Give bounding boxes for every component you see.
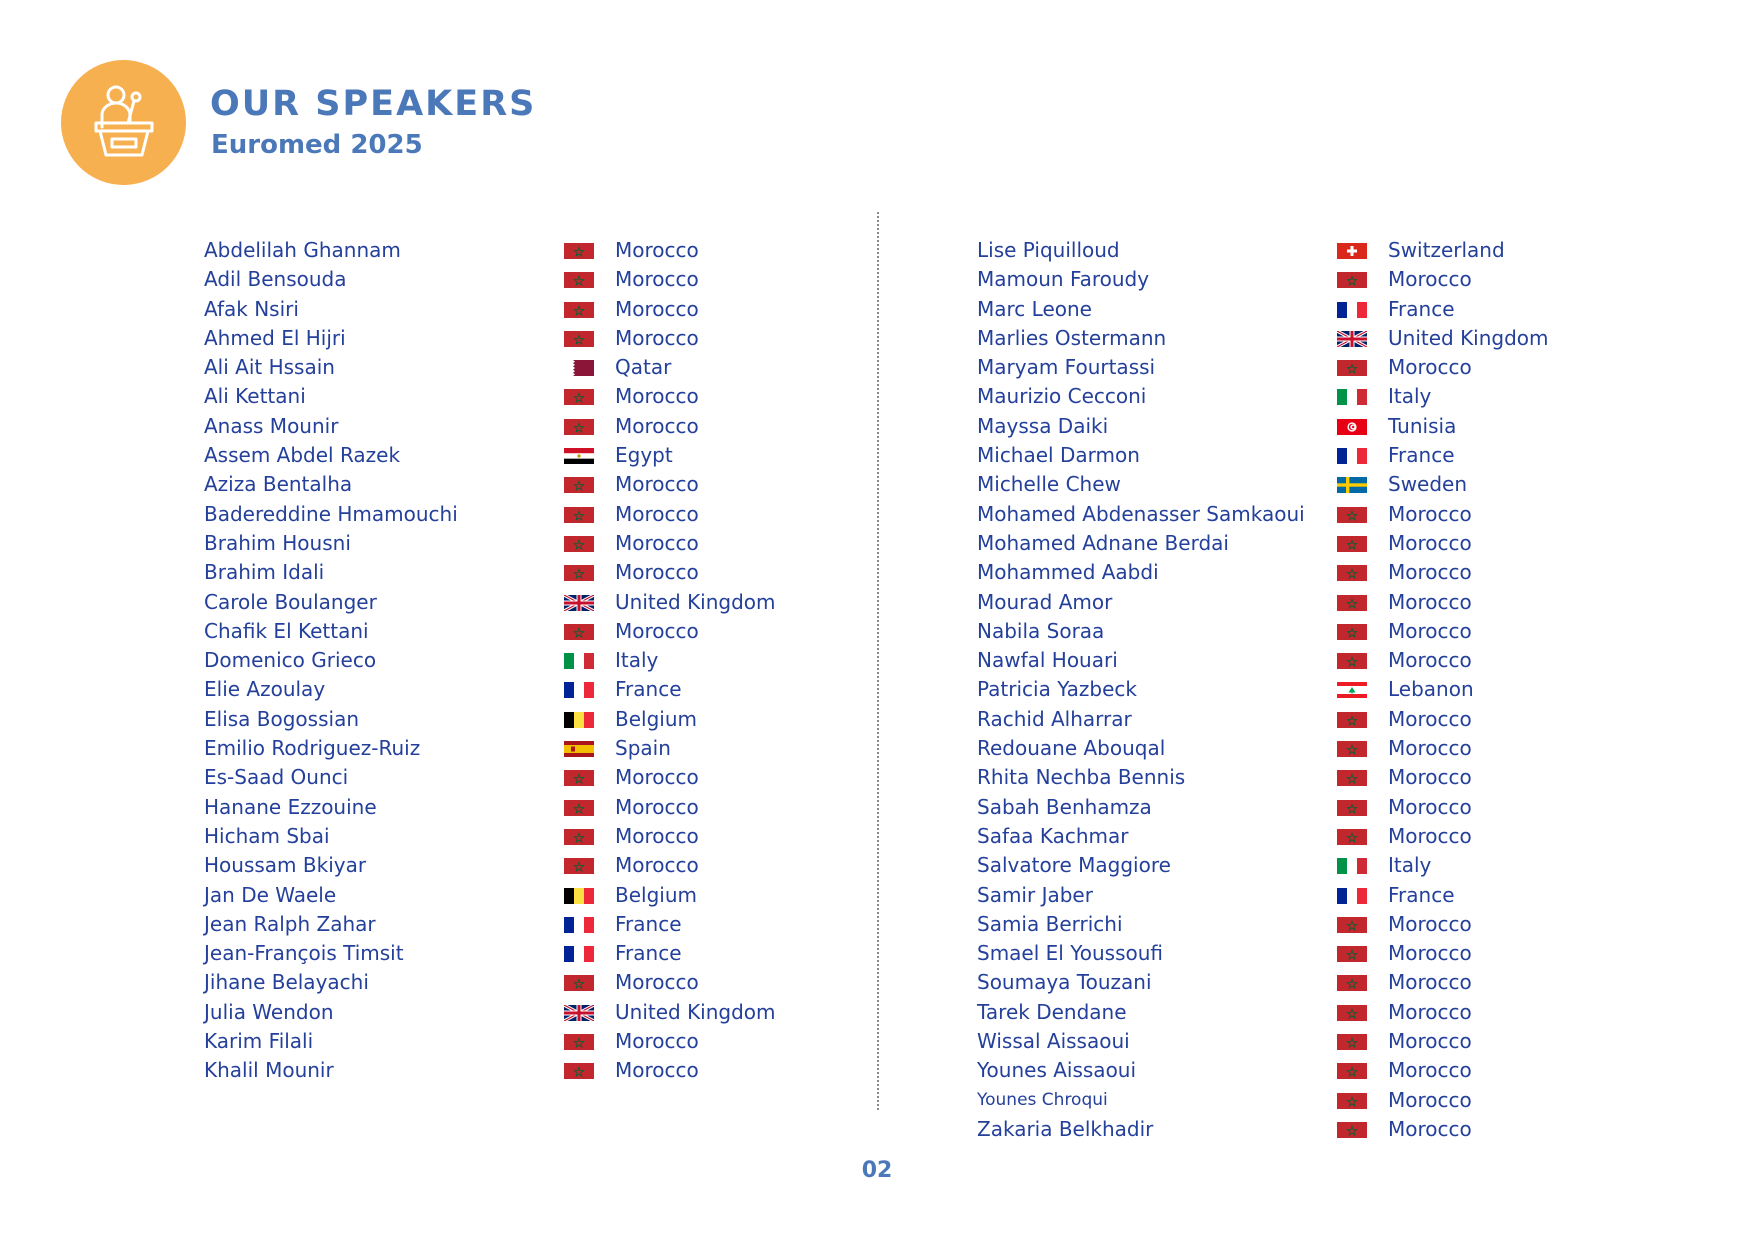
flag-fr-icon [564,682,594,698]
speaker-country: Morocco [1388,560,1472,585]
flag-lb-icon [1337,682,1367,698]
flag-it-icon [1337,858,1367,874]
flag-eg-icon [564,448,594,464]
speaker-name: Younes Chroqui [977,1089,1108,1110]
speaker-name: Mourad Amor [977,589,1113,614]
flag-fr-icon [1337,888,1367,904]
speaker-country: Morocco [615,560,699,585]
speaker-name: Sabah Benhamza [977,794,1152,819]
speaker-name: Tarek Dendane [977,999,1127,1024]
speaker-country: Morocco [1388,501,1472,526]
speaker-country: Morocco [1388,794,1472,819]
speaker-country: Morocco [615,1029,699,1054]
speaker-country: Italy [1388,384,1432,409]
speaker-name: Khalil Mounir [204,1058,334,1083]
speaker-name: Nawfal Houari [977,648,1118,673]
speaker-country: Morocco [1388,999,1472,1024]
speaker-name: Adil Bensouda [204,267,347,292]
speaker-name: Mamoun Faroudy [977,267,1150,292]
speaker-name: Patricia Yazbeck [977,677,1137,702]
speaker-country: Morocco [1388,1116,1472,1141]
speaker-country: Morocco [1388,648,1472,673]
speaker-country: Morocco [1388,911,1472,936]
speaker-name: Ali Ait Hssain [204,355,335,380]
flag-ma-icon [564,858,594,874]
speaker-name: Michael Darmon [977,443,1140,468]
speaker-name: Samia Berrichi [977,911,1123,936]
speaker-country: Morocco [1388,706,1472,731]
speaker-name: Elie Azoulay [204,677,326,702]
speaker-country: Morocco [1388,589,1472,614]
speaker-country: Morocco [1388,736,1472,761]
speaker-name: Marc Leone [977,296,1092,321]
speaker-name: Mohamed Abdenasser Samkaoui [977,501,1305,526]
speaker-country: France [1388,296,1455,321]
flag-be-icon [564,888,594,904]
speaker-country: Morocco [1388,618,1472,643]
flag-ma-icon [1337,595,1367,611]
speaker-name: Elisa Bogossian [204,706,359,731]
speaker-country: Morocco [615,267,699,292]
speaker-country: Egypt [615,443,673,468]
speaker-name: Badereddine Hmamouchi [204,501,458,526]
speaker-name: Carole Boulanger [204,589,377,614]
page-subtitle: Euromed 2025 [211,130,423,160]
speaker-country: United Kingdom [615,589,776,614]
speaker-name: Mohammed Aabdi [977,560,1159,585]
speaker-country: Morocco [615,823,699,848]
speaker-name: Anass Mounir [204,413,339,438]
speaker-badge [61,60,186,185]
speaker-country: Morocco [1388,970,1472,995]
flag-qa-icon [564,360,594,376]
flag-it-icon [1337,389,1367,405]
speaker-name: Karim Filali [204,1029,314,1054]
speaker-country: Belgium [615,706,697,731]
speaker-country: Morocco [615,853,699,878]
speaker-country: Morocco [615,618,699,643]
speaker-name: Domenico Grieco [204,648,377,673]
speaker-name: Maurizio Cecconi [977,384,1147,409]
flag-fr-icon [564,946,594,962]
speaker-country: Italy [1388,853,1432,878]
flag-ma-icon [564,419,594,435]
speaker-country: Morocco [615,501,699,526]
speaker-country: Morocco [615,325,699,350]
speaker-country: France [615,677,682,702]
flag-fr-icon [1337,302,1367,318]
speaker-name: Mayssa Daiki [977,413,1109,438]
flag-ma-icon [564,389,594,405]
flag-ch-icon [1337,243,1367,259]
speaker-country: Morocco [1388,1087,1472,1112]
flag-ma-icon [564,565,594,581]
speaker-name: Houssam Bkiyar [204,853,367,878]
speaker-country: United Kingdom [615,999,776,1024]
speaker-country: Morocco [615,1058,699,1083]
flag-fr-icon [564,917,594,933]
speaker-name: Emilio Rodriguez-Ruiz [204,736,421,761]
speaker-country: Spain [615,736,671,761]
speaker-country: Morocco [615,794,699,819]
flag-ma-icon [564,507,594,523]
speaker-country: Morocco [615,765,699,790]
flag-ma-icon [1337,741,1367,757]
speaker-name: Abdelilah Ghannam [204,238,401,262]
speaker-country: France [615,941,682,966]
flag-ma-icon [564,302,594,318]
speaker-name: Rhita Nechba Bennis [977,765,1186,790]
speaker-name: Jean-François Timsit [204,941,404,966]
flag-ma-icon [1337,946,1367,962]
speaker-name: Rachid Alharrar [977,706,1132,731]
speaker-country: Morocco [615,384,699,409]
speaker-name: Maryam Fourtassi [977,355,1156,380]
flag-gb-icon [564,1005,594,1021]
flag-ma-icon [564,800,594,816]
flag-ma-icon [1337,975,1367,991]
flag-ma-icon [1337,1122,1367,1138]
speaker-country: Morocco [1388,941,1472,966]
speaker-name: Hicham Sbai [204,823,330,848]
flag-ma-icon [564,975,594,991]
flag-ma-icon [564,1034,594,1050]
flag-ma-icon [1337,1005,1367,1021]
flag-ma-icon [1337,272,1367,288]
speaker-country: Morocco [1388,267,1472,292]
speaker-name: Hanane Ezzouine [204,794,377,819]
speaker-country: France [615,911,682,936]
flag-ma-icon [1337,1034,1367,1050]
speaker-country: Lebanon [1388,677,1474,702]
speaker-name: Jihane Belayachi [204,970,369,995]
flag-se-icon [1337,477,1367,493]
speaker-name: Brahim Housni [204,530,351,555]
speaker-name: Chafik El Kettani [204,618,369,643]
flag-be-icon [564,712,594,728]
speaker-country: Belgium [615,882,697,907]
speaker-name: Ali Kettani [204,384,306,409]
flag-ma-icon [564,829,594,845]
flag-ma-icon [1337,653,1367,669]
speaker-name: Mohamed Adnane Berdai [977,530,1229,555]
speaker-country: Switzerland [1388,238,1505,262]
speaker-name: Brahim Idali [204,560,325,585]
speaker-name: Afak Nsiri [204,296,299,321]
speaker-country: Morocco [615,296,699,321]
flag-ma-icon [564,331,594,347]
flag-ma-icon [1337,624,1367,640]
speaker-country: Qatar [615,355,672,380]
speaker-country: Morocco [1388,823,1472,848]
flag-ma-icon [1337,1063,1367,1079]
flag-ma-icon [564,477,594,493]
speaker-country: Tunisia [1388,413,1457,438]
speaker-name: Samir Jaber [977,882,1093,907]
speaker-podium-icon [92,83,156,163]
speaker-name: Assem Abdel Razek [204,443,401,468]
flag-es-icon [564,741,594,757]
speaker-name: Wissal Aissaoui [977,1029,1130,1054]
speaker-name: Marlies Ostermann [977,325,1167,350]
flag-gb-icon [564,595,594,611]
flag-it-icon [564,653,594,669]
page-title: OUR SPEAKERS [210,84,537,124]
speaker-country: United Kingdom [1388,325,1549,350]
speaker-name: Smael El Youssoufi [977,941,1164,966]
flag-ma-icon [1337,360,1367,376]
speaker-country: Morocco [1388,355,1472,380]
speaker-name: Julia Wendon [204,999,334,1024]
flag-tn-icon [1337,419,1367,435]
speaker-name: Lise Piquilloud [977,238,1120,262]
speaker-country: Morocco [1388,1029,1472,1054]
speaker-name: Aziza Bentalha [204,472,353,497]
flag-ma-icon [564,1063,594,1079]
speaker-country: Sweden [1388,472,1468,497]
speaker-name: Jan De Waele [204,882,337,907]
flag-ma-icon [1337,917,1367,933]
speaker-name: Younes Aissaoui [977,1058,1137,1083]
flag-ma-icon [564,536,594,552]
speaker-name: Jean Ralph Zahar [204,911,376,936]
speaker-country: France [1388,882,1455,907]
speaker-name: Redouane Abouqal [977,736,1166,761]
flag-ma-icon [564,770,594,786]
speaker-name: Michelle Chew [977,472,1121,497]
speaker-country: Morocco [615,472,699,497]
speaker-name: Zakaria Belkhadir [977,1116,1154,1141]
flag-ma-icon [564,624,594,640]
speaker-name: Ahmed El Hijri [204,325,346,350]
speaker-country: Morocco [1388,1058,1472,1083]
speaker-name: Es-Saad Ounci [204,765,349,790]
flag-ma-icon [1337,1093,1367,1109]
column-divider [877,212,879,1110]
flag-ma-icon [564,243,594,259]
flag-ma-icon [1337,829,1367,845]
speaker-country: Morocco [615,530,699,555]
speaker-country: Morocco [1388,765,1472,790]
flag-ma-icon [564,272,594,288]
flag-ma-icon [1337,770,1367,786]
flag-ma-icon [1337,536,1367,552]
speaker-country: France [1388,443,1455,468]
flag-ma-icon [1337,800,1367,816]
speaker-name: Salvatore Maggiore [977,853,1171,878]
speaker-country: Morocco [1388,530,1472,555]
speaker-country: Italy [615,648,659,673]
speaker-name: Soumaya Touzani [977,970,1152,995]
speaker-country: Morocco [615,413,699,438]
speaker-country: Morocco [615,238,699,262]
flag-gb-icon [1337,331,1367,347]
speaker-name: Safaa Kachmar [977,823,1129,848]
speaker-country: Morocco [615,970,699,995]
flag-ma-icon [1337,712,1367,728]
flag-ma-icon [1337,507,1367,523]
flag-ma-icon [1337,565,1367,581]
speaker-name: Nabila Soraa [977,618,1105,643]
page-number: 02 [861,1158,893,1183]
flag-fr-icon [1337,448,1367,464]
